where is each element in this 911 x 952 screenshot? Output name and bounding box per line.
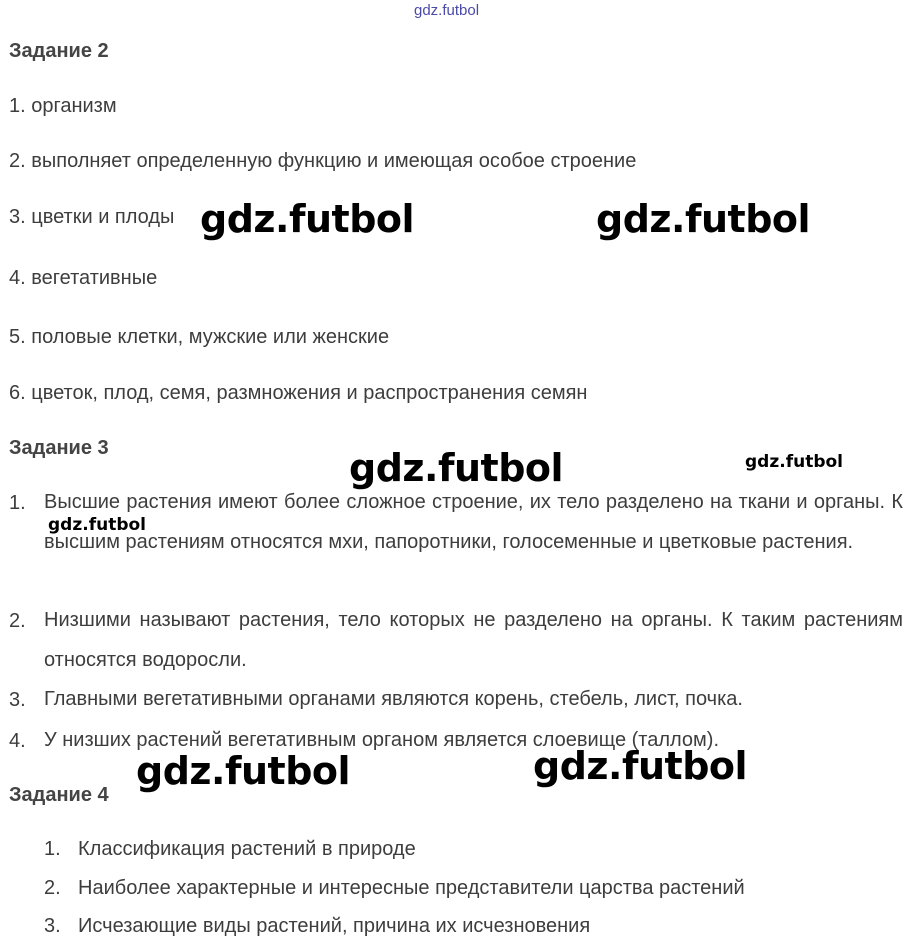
task2-item-5: 5. половые клетки, мужские или женские [9,326,390,348]
task2-item-2: 2. выполняет определенную функцию и имеющая особое строение [9,150,637,172]
task3-item-4-text: У низших растений вегетативным органом является слоевище (таллом). [44,729,720,751]
task3-item-1-number: 1. [9,492,26,514]
task4-item-2-text: Наиболее характерные и интересные представители царства растений [78,877,745,899]
task2-heading: Задание 2 [9,40,109,62]
task4-item-3-number: 3. [44,915,61,937]
watermark-overlay: gdz.futbol [533,744,748,788]
task3-item-1-text: Высшие растения имеют более сложное строение, их тело разделено на ткани и органы. К высшим растениям относятся мхи, папоротники, голосеменные и цветковые растения. [44,491,903,553]
task4-item-1-text: Классификация растений в природе [78,838,416,860]
task3-item-3-number: 3. [9,689,26,711]
watermark-overlay: gdz.futbol [136,749,351,793]
watermark-overlay: gdz.futbol [200,197,415,241]
watermark-overlay: gdz.futbol [349,446,564,490]
task3-item-3-text: Главными вегетативными органами являются корень, стебель, лист, почка. [44,688,743,710]
watermark-overlay: gdz.futbol [596,197,811,241]
watermark-overlay-small: gdz.futbol [48,515,146,535]
task2-item-4: 4. вегетативные [9,267,158,289]
watermark-top: gdz.futbol [414,2,480,19]
task4-item-3-text: Исчезающие виды растений, причина их исчезновения [78,915,591,937]
task4-item-2-number: 2. [44,877,61,899]
task3-item-2-number: 2. [9,610,26,632]
task3-item-4-number: 4. [9,730,26,752]
watermark-overlay-small: gdz.futbol [745,452,843,472]
task2-item-6: 6. цветок, плод, семя, размножения и распространения семян [9,382,588,404]
task3-item-2-text: Низшими называют растения, тело которых не разделено на органы. К таким растениям относятся водоросли. [44,609,903,671]
task2-item-1: 1. организм [9,95,117,117]
task4-item-1-number: 1. [44,838,61,860]
task2-item-3: 3. цветки и плоды [9,206,175,228]
task4-heading: Задание 4 [9,784,109,806]
task3-heading: Задание 3 [9,437,109,459]
